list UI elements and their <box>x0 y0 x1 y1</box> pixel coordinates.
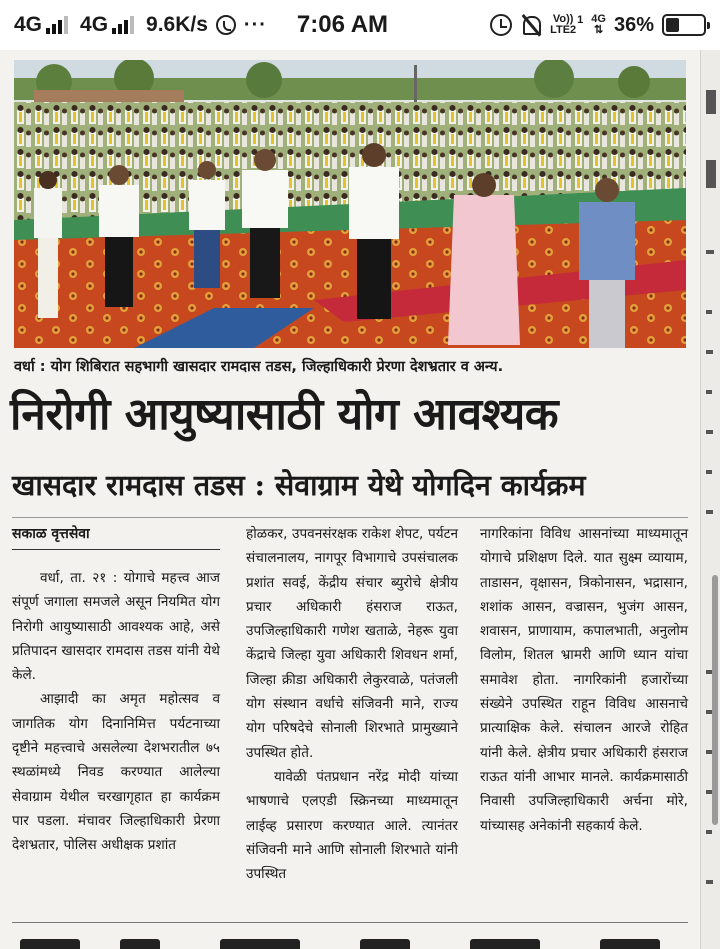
data-type: 4G <box>591 13 606 25</box>
photo-caption: वर्धा : योग शिबिरात सहभागी खासदार रामदास तडस, जिल्हाधिकारी प्रेरणा देशभ्रतार व अन्य. <box>14 359 504 375</box>
news-photo <box>14 60 686 348</box>
network-1 <box>14 13 80 37</box>
clock: 7:06 AM <box>296 11 389 38</box>
network-type-2: 4G <box>80 13 109 36</box>
signal-bars-2-icon <box>112 16 134 34</box>
subheadline: खासदार रामदास तडस : सेवाग्राम येथे योगदिन कार्यक्रम <box>12 468 586 502</box>
mute-icon <box>520 14 542 36</box>
article-column-3 <box>480 522 688 838</box>
network-2 <box>80 13 146 37</box>
volte-bottom: LTE2 <box>550 24 577 36</box>
battery-level-fill <box>666 18 679 32</box>
alarm-icon <box>490 14 512 36</box>
whatsapp-icon <box>216 15 236 35</box>
paragraph: यावेळी पंतप्रधान नरेंद्र मोदी यांच्या भाषणाचे एलएडी स्क्रिनच्या माध्यमातून लाईव्ह प्रसारण करण्यात आले. त्यानंतर संजिवनी माने आणि सोनाली शिरभाते यांनी उपस्थित <box>246 768 458 883</box>
data-arrows-icon: ⇅ <box>594 24 604 36</box>
data-indicator <box>591 14 606 36</box>
paragraph: नागरिकांना विविध आसनांच्या माध्यमातून योगाचे प्रशिक्षण दिले. यात सुक्ष्म व्यायाम, ताडासन, वृक्षासन, त्रिकोनासन, भद्रासान, शशांक आसन, वज्रासन, भुजंग आसन, शवासन, प्राणायाम, कपालभाती, अनुलोम विलोम, शितल भ्रामरी आणि ध्यान यांचा समावेश होता. नागरिकांनी हजारोंच्या संख्येने उपस्थित राहून विविध आसनाचे प्रात्याक्षिक केले. संचालन आरजे रोहित यांनी केले. क्षेत्रीय प्रचार अधिकारी हंसराज राऊत यांनी आभार मानले. कार्यक्रमासाठी निवासी उपजिल्हाधिकारी अर्चना मोरे, यांच्यासह अनेकांनी सहकार्य केले. <box>480 526 688 834</box>
network-speed: 9.6K/s <box>146 13 208 36</box>
volte-top: Vo)) <box>552 13 574 25</box>
byline: सकाळ वृत्तसेवा <box>12 522 220 550</box>
next-article-cutoff <box>0 935 700 949</box>
article-end-rule <box>12 922 688 923</box>
scrollbar[interactable] <box>712 575 718 825</box>
signal-bars-1-icon <box>46 16 68 34</box>
article-column-1 <box>12 522 220 858</box>
paragraph: वर्धा, ता. २१ : योगाचे महत्त्व आज संपूर्ण जगाला समजले असून नियमित योग निरोगी आयुष्यासाठी आवश्यक आहे, असे प्रतिपादन खासदार रामदास तडस यांनी येथे केले. <box>12 570 220 684</box>
article-column-2 <box>246 522 458 886</box>
more-notifications: ··· <box>243 13 267 36</box>
battery-percent: 36% <box>613 13 654 36</box>
sim-number: 1 <box>577 14 584 26</box>
network-type-1: 4G <box>14 13 43 36</box>
status-bar <box>0 0 720 50</box>
battery-icon <box>662 14 706 36</box>
headline-rule <box>12 517 688 518</box>
headline: निरोगी आयुष्यासाठी योग आवश्यक <box>10 389 559 440</box>
paragraph: आझादी का अमृत महोत्सव व जागतिक योग दिनानिमित्त पर्यटनाच्या दृष्टीने महत्त्वाचे असलेल्या देशभरातील ७५ स्थळांमध्ये निवड करण्यात आलेल्या सेवाग्राम येथील चरखागृहात हा कार्यक्रम पार पडला. मंचावर जिल्हाधिकारी प्रेरणा देशभ्रतार, पोलिस अधीक्षक प्रशांत <box>12 691 220 854</box>
volte-indicator <box>550 14 583 36</box>
paragraph: होळकर, उपवनसंरक्षक राकेश शेपट, पर्यटन संचालनालय, नागपूर विभागाचे उपसंचालक प्रशांत सवई, केंद्रीय संचार ब्युरोचे क्षेत्रीय प्रचार अधिकारी हंसराज राऊत, उपजिल्हाधिकारी गणेश खताळे, नेहरू युवा केंद्राचे जिल्हा युवा अधिकारी शिवधन शर्मा, जिल्हा क्रीडा अधिकारी लेकुरवाळे, पतंजली योग संस्थान वर्धाचे संजिवनी माने, राज्य योग परिषदेचे सोनाली शिरभाते प्रामुख्याने उपस्थित होते. <box>246 526 458 761</box>
